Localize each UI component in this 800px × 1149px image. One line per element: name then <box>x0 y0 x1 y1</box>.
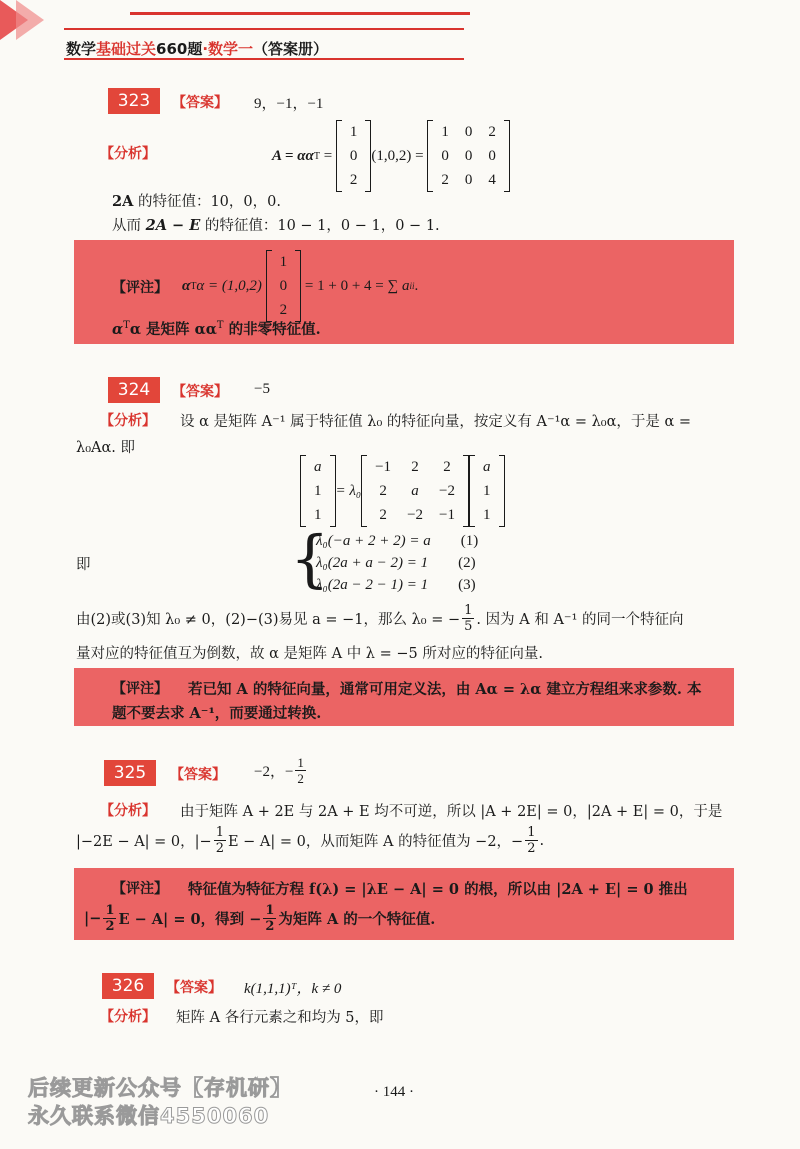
comment-tag-323: 【评注】 <box>112 280 168 296</box>
fraction-1-2 <box>263 904 276 933</box>
text: 的非零特征值. <box>223 321 321 338</box>
vec-cell: a <box>483 459 491 475</box>
denominator: 2 <box>105 919 115 934</box>
fraction-1-2 <box>103 904 116 933</box>
numerator: 1 <box>105 903 115 918</box>
page-number: · 144 · <box>374 1084 414 1100</box>
question-number-323: 323 <box>108 88 160 114</box>
text: |− <box>84 910 102 927</box>
matrix-cell: 2 <box>379 507 387 523</box>
numerator: 1 <box>265 903 275 918</box>
question-number-324: 324 <box>108 377 160 403</box>
text: . <box>539 832 545 849</box>
text-line-325-2 <box>76 826 544 855</box>
answer-324: −5 <box>254 381 270 397</box>
text: . 因为 A 和 A⁻¹ 的同一个特征向 <box>476 612 684 628</box>
text: a <box>401 277 410 294</box>
col-vec-cell: 1 <box>349 124 358 140</box>
comment-vector-323 <box>266 250 302 322</box>
comment-line-323-2 <box>112 318 321 339</box>
text: α 是矩阵 αα <box>129 321 217 338</box>
matrix-cell: 4 <box>488 172 496 188</box>
vector-b-324 <box>469 455 505 527</box>
denominator: 2 <box>527 841 536 856</box>
matrix-cell: 0 <box>488 148 496 164</box>
system-eq: λ₀(−a + 2 + 2) = a <box>316 533 431 549</box>
text: T <box>123 320 130 332</box>
text: 为矩阵 A 的一个特征值. <box>278 911 436 928</box>
header-title-e: （答案册） <box>253 40 329 58</box>
comment-line-325-2 <box>84 904 435 933</box>
matrix-cell: 2 <box>488 124 496 140</box>
vec-cell: a <box>314 459 322 475</box>
column-vector-323 <box>336 120 372 192</box>
matrix-cell: 2 <box>379 483 387 499</box>
analysis-tag-323: 【分析】 <box>100 146 156 162</box>
header-rule-top <box>130 12 470 15</box>
header-title-b: 基础过关 <box>96 40 157 58</box>
question-number-325: 325 <box>104 760 156 786</box>
vec-cell: 1 <box>483 507 491 523</box>
text: 的特征值：10，0，0. <box>133 194 281 210</box>
text-bold: 2A <box>112 193 134 210</box>
answer-tag-325: 【答案】 <box>170 767 226 783</box>
vec-cell: 0 <box>279 278 288 294</box>
text: = 1 + 0 + 4 = ∑ <box>304 277 399 294</box>
header-triangle-icon-2 <box>16 0 44 40</box>
eq-sup-323: T <box>313 150 320 162</box>
header-rule-mid <box>64 28 464 30</box>
answer-326: k(1,1,1)ᵀ，k ≠ 0 <box>244 981 342 997</box>
matrix-cell: 0 <box>441 148 449 164</box>
text: E − A| = 0，从而矩阵 A 的特征值为 −2，− <box>227 834 524 850</box>
lambda-label: = λ₀ <box>335 482 362 499</box>
page-header-title <box>66 38 328 59</box>
vec-cell: 1 <box>314 483 322 499</box>
equation-system-324 <box>316 530 478 596</box>
comment-line-324-2: 题不要去求 A⁻¹，而要通过转换. <box>112 705 322 722</box>
fraction-1-2 <box>525 826 537 855</box>
watermark-line-2: 永久联系微信4550060 <box>28 1104 270 1128</box>
matrix-equation-324 <box>300 455 505 527</box>
question-number-326: 326 <box>102 973 154 999</box>
equation-323: A = αα T = 1 0 2 (1,0,2) = 1 0 2 0 0 0 2 0 4 <box>272 120 510 192</box>
analysis-tag-326: 【分析】 <box>100 1009 156 1025</box>
text: |−2E − A| = 0，|− <box>76 834 212 850</box>
matrix-cell: 0 <box>464 148 473 164</box>
text: α = (1,0,2) <box>196 277 262 294</box>
matrix-cell: 2 <box>441 172 449 188</box>
system-tag: (1) <box>460 533 479 549</box>
fraction-1-5 <box>462 604 474 633</box>
answer-tag-323: 【答案】 <box>172 95 228 111</box>
row-vector-323: (1,0,2) <box>371 147 412 164</box>
text-line-325-1: 由于矩阵 A + 2E 与 2A + E 均不可逆，所以 |A + 2E| = 0，|2A + E| = 0，于是 <box>180 804 723 820</box>
text-line-326-1: 矩阵 A 各行元素之和均为 5，即 <box>176 1010 384 1026</box>
text-bold: 2A − E <box>145 217 201 234</box>
analysis-tag-325: 【分析】 <box>100 803 156 819</box>
denominator: 5 <box>464 619 473 634</box>
vector-a-324 <box>300 455 336 527</box>
system-eq: λ₀(2a − 2 − 1) = 1 <box>316 577 429 593</box>
numerator: 1 <box>464 603 473 618</box>
matrix-cell: a <box>411 483 419 499</box>
system-tag: (3) <box>458 577 476 593</box>
text-line-323-2 <box>112 214 440 235</box>
numerator: 1 <box>215 825 224 840</box>
analysis-tag-324: 【分析】 <box>100 413 156 429</box>
text: 的特征值：10 − 1，0 − 1，0 − 1. <box>200 218 440 234</box>
text-line-324-4: 量对应的特征值互为倒数，故 α 是矩阵 A 中 λ = −5 所对应的特征向量. <box>76 646 543 662</box>
fraction-1-2 <box>214 826 226 855</box>
col-vec-cell: 0 <box>349 148 358 164</box>
text: ii <box>409 281 415 291</box>
answer-323: 9，−1，−1 <box>254 96 324 112</box>
system-eq: λ₀(2a + a − 2) = 1 <box>316 555 429 571</box>
text: . <box>414 277 419 294</box>
matrix-cell: −2 <box>407 507 424 523</box>
text-line-324-3 <box>76 604 684 633</box>
text: E − A| = 0，得到 − <box>118 911 262 928</box>
vec-cell: 1 <box>483 483 491 499</box>
matrix-cell: 0 <box>464 172 473 188</box>
result-matrix-323 <box>427 120 510 192</box>
numerator: 1 <box>297 755 304 770</box>
matrix-324 <box>361 455 469 527</box>
text: α <box>112 321 124 338</box>
denominator: 2 <box>215 841 224 856</box>
text-line-324-2: λ₀Aα. 即 <box>76 440 135 456</box>
vec-cell: 2 <box>279 302 288 318</box>
comment-equation-323 <box>182 250 418 322</box>
fraction-1-2 <box>295 756 306 785</box>
comment-tag-324: 【评注】 <box>112 681 168 697</box>
comment-tag-325: 【评注】 <box>112 881 168 897</box>
text: T <box>216 320 224 332</box>
text: −2，− <box>254 764 294 780</box>
matrix-cell: 2 <box>443 459 451 475</box>
header-title-a: 数学 <box>66 40 97 58</box>
answer-tag-324: 【答案】 <box>172 384 228 400</box>
comment-line-324-1: 若已知 A 的特征向量，通常可用定义法，由 Aα = λα 建立方程组来求参数. 本 <box>188 681 702 698</box>
eq-lhs-323: A = αα <box>272 147 314 164</box>
matrix-cell: −1 <box>375 459 392 475</box>
text-line-324-1: 设 α 是矩阵 A⁻¹ 属于特征值 λ₀ 的特征向量，按定义有 A⁻¹α = λ₀α，于是 α = <box>180 414 692 430</box>
text: T <box>190 280 197 292</box>
header-title-d: ·数学一 <box>202 40 254 58</box>
text-ji-324: 即 <box>76 557 91 573</box>
numerator: 1 <box>527 825 536 840</box>
answer-tag-326: 【答案】 <box>166 980 222 996</box>
col-vec-cell: 2 <box>349 172 358 188</box>
watermark-line-1: 后续更新公众号【存机研】 <box>28 1076 292 1100</box>
text: α <box>182 277 191 294</box>
header-title-c: 660题 <box>156 40 203 58</box>
system-tag: (2) <box>458 555 476 571</box>
vec-cell: 1 <box>314 507 322 523</box>
text: 由(2)或(3)知 λ₀ ≠ 0，(2)−(3)易见 a = −1，那么 λ₀ = − <box>76 612 461 628</box>
text-line-323-1 <box>112 190 281 211</box>
matrix-cell: 1 <box>441 124 449 140</box>
left-brace-icon: { <box>290 522 330 595</box>
matrix-cell: −1 <box>439 507 455 523</box>
denominator: 2 <box>297 771 304 786</box>
matrix-cell: 2 <box>411 459 419 475</box>
text: 从而 <box>112 218 146 234</box>
matrix-cell: 0 <box>464 124 473 140</box>
answer-325 <box>254 756 308 785</box>
denominator: 2 <box>265 919 275 934</box>
matrix-cell: −2 <box>439 483 455 499</box>
comment-line-325-1: 特征值为特征方程 f(λ) = |λE − A| = 0 的根，所以由 |2A + E| = 0 推出 <box>188 881 688 898</box>
vec-cell: 1 <box>279 254 288 270</box>
